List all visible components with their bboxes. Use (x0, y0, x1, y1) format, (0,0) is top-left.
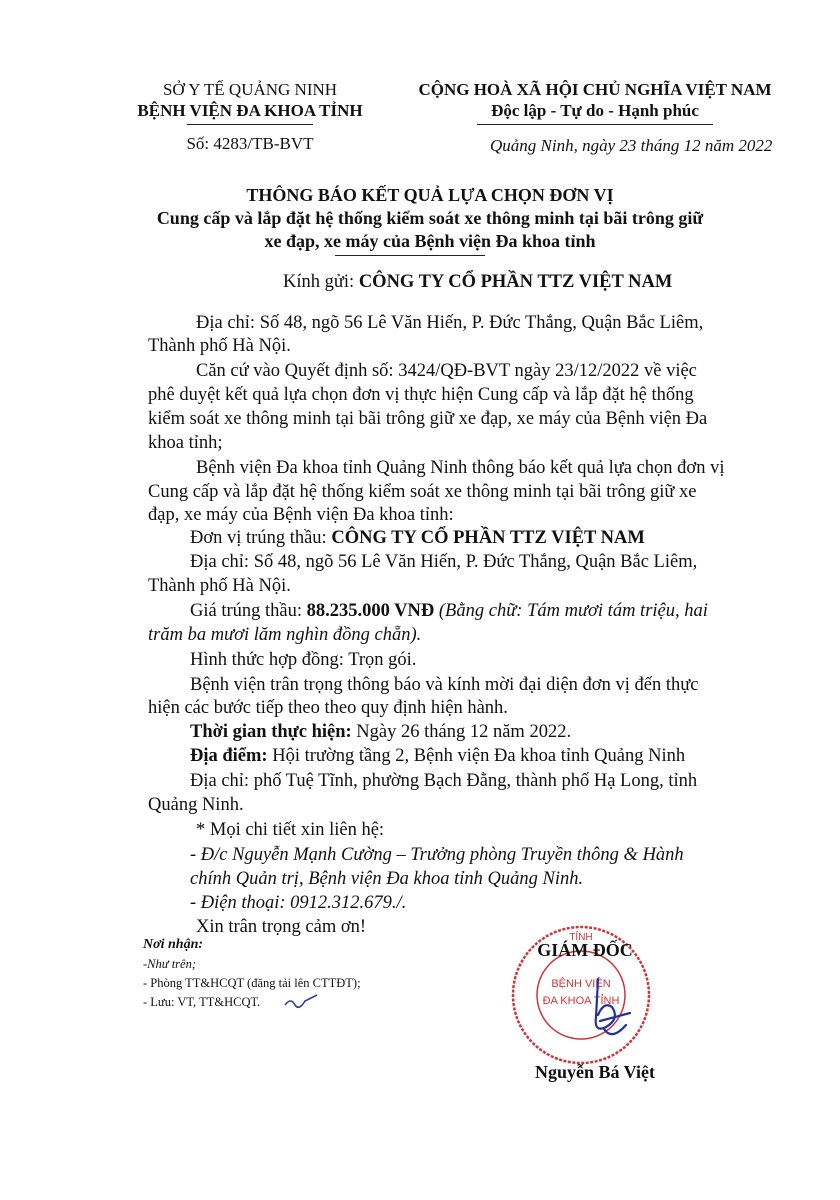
basis-line2: phê duyệt kết quả lựa chọn đơn vị thực hiện Cung cấp và lắp đặt hệ thống (148, 385, 694, 405)
venue-address-line2: Quảng Ninh. (148, 795, 244, 815)
time-value: Ngày 26 tháng 12 năm 2022. (351, 722, 572, 742)
basis-line1: Căn cứ vào Quyết định số: 3424/QĐ-BVT ngày 23/12/2022 về việc (196, 361, 697, 381)
winner-address-line1: Địa chỉ: Số 48, ngõ 56 Lê Văn Hiến, P. Đức Thắng, Quận Bắc Liêm, (190, 552, 698, 572)
winner-line (190, 528, 645, 549)
contact-heading: * Mọi chi tiết xin liên hệ: (196, 820, 385, 840)
national-title: CỘNG HOÀ XÃ HỘI CHỦ NGHĨA VIỆT NAM (418, 80, 772, 99)
signer-name: Nguyễn Bá Việt (534, 1062, 655, 1082)
price-line (190, 601, 708, 622)
address-line1: Địa chỉ: Số 48, ngõ 56 Lê Văn Hiến, P. Đức Thắng, Quận Bắc Liêm, (196, 313, 704, 333)
thanks-line: Xin trân trọng cảm ơn! (196, 917, 367, 937)
agency-name: SỞ Y TẾ QUẢNG NINH (162, 80, 338, 99)
basis-line3: kiểm soát xe thông minh tại bãi trông giữ xe đạp, xe máy của Bệnh viện Đa (148, 409, 708, 429)
venue-value: Hội trường tầng 2, Bệnh viện Đa khoa tỉnh Quảng Ninh (267, 746, 686, 766)
stamp-top-text: TỈNH (569, 932, 593, 943)
national-motto-underline (477, 124, 713, 125)
invite-line1: Bệnh viện trân trọng thông báo và kính mời đại diện đơn vị đến thực (190, 675, 699, 695)
hospital-name: BỆNH VIỆN ĐA KHOA TỈNH (137, 101, 363, 120)
notice-title: THÔNG BÁO KẾT QUẢ LỰA CHỌN ĐƠN VỊ (246, 185, 614, 205)
recipient-name: CÔNG TY CỔ PHẦN TTZ VIỆT NAM (358, 272, 673, 292)
venue-label: Địa điểm: (190, 746, 268, 766)
basis-line4: khoa tỉnh; (148, 433, 223, 453)
document-number: Số: 4283/TB-BVT (186, 134, 314, 153)
national-motto: Độc lập - Tự do - Hạnh phúc (491, 101, 699, 120)
address-line2: Thành phố Hà Nội. (148, 336, 291, 356)
contract-type: Hình thức hợp đồng: Trọn gói. (190, 650, 417, 670)
invite-line2: hiện các bước tiếp theo theo quy định hiện hành. (148, 698, 508, 718)
stamp-text-line2: ĐA KHOA TỈNH (542, 995, 620, 1007)
recipient-line (283, 272, 672, 293)
contact-person-line1: - Đ/c Nguyễn Mạnh Cường – Trưởng phòng Truyền thông & Hành (190, 845, 684, 865)
winner-label: Đơn vị trúng thầu: (190, 528, 332, 548)
notice-subtitle-line1: Cung cấp và lắp đặt hệ thống kiểm soát xe thông minh tại bãi trông giữ (156, 208, 704, 228)
recipients-item-3: - Lưu: VT, TT&HCQT. (143, 995, 261, 1009)
place-date: Quảng Ninh, ngày 23 tháng 12 năm 2022 (490, 136, 773, 155)
stamp-text-line1: BỆNH VIỆN (551, 978, 611, 990)
recipients-item-1: -Như trên; (143, 957, 196, 971)
notice-line2: Cung cấp và lắp đặt hệ thống kiểm soát xe thông minh tại bãi trông giữ xe (148, 482, 697, 502)
title-underline (335, 255, 485, 256)
contact-person-line2: chính Quản trị, Bệnh viện Đa khoa tỉnh Quảng Ninh. (190, 869, 584, 889)
notice-line3: đạp, xe máy của Bệnh viện Đa khoa tỉnh: (148, 505, 454, 525)
venue-line (190, 746, 685, 767)
winner-address-line2: Thành phố Hà Nội. (148, 576, 291, 596)
initial-mark-icon (283, 993, 323, 1015)
price-label: Giá trúng thầu: (190, 601, 307, 621)
price-value: 88.235.000 VNĐ (306, 601, 435, 621)
notice-line1: Bệnh viện Đa khoa tỉnh Quảng Ninh thông báo kết quả lựa chọn đơn vị (196, 458, 725, 478)
venue-address-line1: Địa chỉ: phố Tuệ Tĩnh, phường Bạch Đằng, thành phố Hạ Long, tỉnh (190, 771, 698, 791)
hospital-name-underline (187, 124, 313, 125)
time-line (190, 722, 571, 743)
contact-phone: - Điện thoại: 0912.312.679./. (190, 893, 407, 913)
notice-subtitle-line2: xe đạp, xe máy của Bệnh viện Đa khoa tỉnh (264, 231, 596, 251)
recipients-heading: Nơi nhận: (143, 937, 204, 952)
recipients-item-2: - Phòng TT&HCQT (đăng tải lên CTTĐT); (143, 976, 361, 990)
handwritten-signature (560, 975, 650, 1045)
price-words: (Bằng chữ: Tám mươi tám triệu, hai (438, 601, 708, 621)
price-words-line2: trăm ba mươi lăm nghìn đồng chẵn). (148, 625, 422, 645)
signature-title: GIÁM ĐỐC (537, 940, 633, 960)
winner-name: CÔNG TY CỔ PHẦN TTZ VIỆT NAM (331, 528, 645, 548)
time-label: Thời gian thực hiện: (190, 722, 352, 742)
recipient-prefix: Kính gửi: (283, 272, 359, 292)
